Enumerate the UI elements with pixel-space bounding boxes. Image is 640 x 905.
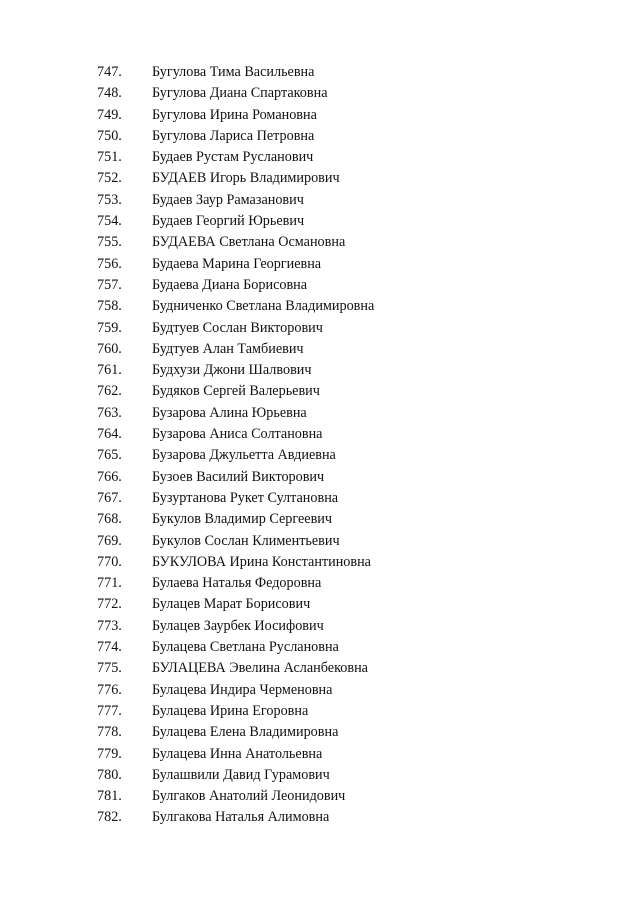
entry-number: 755. <box>97 234 122 251</box>
entry-number: 772. <box>97 596 122 613</box>
list-item <box>0 807 640 828</box>
list-item <box>0 488 640 509</box>
list-item <box>0 786 640 807</box>
list-item <box>0 126 640 147</box>
entry-name: Букулов Сослан Климентьевич <box>152 532 340 549</box>
entry-name: Бугулова Ирина Романовна <box>152 106 317 123</box>
entry-number: 768. <box>97 511 122 528</box>
entry-name: Бугулова Тима Васильевна <box>152 64 315 80</box>
list-item <box>0 403 640 424</box>
entry-number: 778. <box>97 724 122 741</box>
list-item <box>0 424 640 445</box>
entry-number: 780. <box>97 766 122 783</box>
entry-number: 760. <box>97 340 122 357</box>
list-item <box>0 744 640 765</box>
list-item <box>0 594 640 615</box>
entry-name: Бузарова Джульетта Авдиевна <box>152 447 336 464</box>
entry-number: 759. <box>97 319 122 336</box>
entry-number: 762. <box>97 383 122 400</box>
entry-number: 750. <box>97 127 122 144</box>
entry-number: 777. <box>97 702 122 719</box>
entry-number: 752. <box>97 170 122 187</box>
entry-number: 758. <box>97 298 122 315</box>
list-item <box>0 83 640 104</box>
list-item <box>0 701 640 722</box>
entry-name: Букулов Владимир Сергеевич <box>152 511 333 528</box>
list-item <box>0 254 640 275</box>
entry-name: Булгаков Анатолий Леонидович <box>152 788 346 805</box>
entry-name: Будаева Диана Борисовна <box>152 276 308 293</box>
list-item <box>0 211 640 232</box>
entry-number: 761. <box>97 362 122 379</box>
entry-number: 773. <box>97 617 122 634</box>
entry-name: Булацева Ирина Егоровна <box>152 702 309 719</box>
list-item <box>0 552 640 573</box>
entry-name: БУКУЛОВА Ирина Константиновна <box>152 553 371 570</box>
entry-number: 765. <box>97 447 122 464</box>
entry-name: Булацева Индира Черменовна <box>152 681 333 698</box>
entry-name: Будтуев Алан Тамбиевич <box>152 340 304 357</box>
entry-name: Будниченко Светлана Владимировна <box>152 298 375 315</box>
entry-number: 769. <box>97 532 122 549</box>
entry-name: Будяков Сергей Валерьевич <box>152 383 320 400</box>
entry-name: Булацев Заурбек Иосифович <box>152 617 324 634</box>
entry-name: Бузоев Василий Викторович <box>152 468 325 485</box>
entry-name: Бугулова Диана Спартаковна <box>152 85 328 102</box>
name-list <box>0 62 640 829</box>
entry-name: Бузарова Алина Юрьевна <box>152 404 307 421</box>
list-item <box>0 722 640 743</box>
entry-name: Бузарова Аниса Солтановна <box>152 426 323 443</box>
entry-number: 776. <box>97 681 122 698</box>
entry-number: 764. <box>97 426 122 443</box>
list-item <box>0 318 640 339</box>
entry-number: 771. <box>97 575 122 592</box>
entry-number: 767. <box>97 489 122 506</box>
entry-name: БУДАЕВА Светлана Османовна <box>152 234 346 251</box>
entry-name: Булашвили Давид Гурамович <box>152 766 330 783</box>
entry-number: 782. <box>97 809 122 826</box>
entry-name: Будаев Заур Рамазанович <box>152 191 304 208</box>
entry-name: Будтуев Сослан Викторович <box>152 319 323 336</box>
list-item <box>0 531 640 552</box>
list-item <box>0 232 640 253</box>
entry-name: БУЛАЦЕВА Эвелина Асланбековна <box>152 660 368 677</box>
entry-number: 779. <box>97 745 122 762</box>
list-item <box>0 616 640 637</box>
entry-name: Булацева Елена Владимировна <box>152 724 339 741</box>
list-item <box>0 190 640 211</box>
list-item <box>0 573 640 594</box>
entry-number: 774. <box>97 639 122 656</box>
entry-name: Будхузи Джони Шалвович <box>152 362 312 379</box>
list-item <box>0 360 640 381</box>
entry-number: 757. <box>97 276 122 293</box>
entry-number: 751. <box>97 149 122 166</box>
list-item <box>0 339 640 360</box>
entry-number: 763. <box>97 404 122 421</box>
list-item <box>0 62 640 83</box>
entry-number: 775. <box>97 660 122 677</box>
entry-name: Бузуртанова Рукет Султановна <box>152 489 339 506</box>
entry-number: 766. <box>97 468 122 485</box>
entry-number: 781. <box>97 788 122 805</box>
entry-name: Булгакова Наталья Алимовна <box>152 809 330 826</box>
list-item <box>0 105 640 126</box>
list-item <box>0 445 640 466</box>
entry-number: 753. <box>97 191 122 208</box>
entry-name: БУДАЕВ Игорь Владимирович <box>152 170 340 187</box>
entry-number: 748. <box>97 85 122 102</box>
list-item <box>0 658 640 679</box>
entry-name: Будаев Рустам Русланович <box>152 149 314 166</box>
entry-name: Будаева Марина Георгиевна <box>152 255 322 272</box>
entry-name: Булацев Марат Борисович <box>152 596 311 613</box>
entry-name: Булаева Наталья Федоровна <box>152 575 322 592</box>
list-item <box>0 680 640 701</box>
list-item <box>0 275 640 296</box>
list-item <box>0 168 640 189</box>
entry-number: 770. <box>97 553 122 570</box>
entry-name: Будаев Георгий Юрьевич <box>152 213 305 230</box>
list-item <box>0 467 640 488</box>
list-item <box>0 765 640 786</box>
list-item <box>0 381 640 402</box>
entry-name: Булацева Светлана Руслановна <box>152 639 339 656</box>
entry-number: 756. <box>97 255 122 272</box>
entry-name: Бугулова Лариса Петровна <box>152 127 315 144</box>
list-item <box>0 509 640 530</box>
entry-number: 747. <box>97 64 122 80</box>
list-item <box>0 147 640 168</box>
entry-number: 749. <box>97 106 122 123</box>
entry-name: Булацева Инна Анатольевна <box>152 745 323 762</box>
entry-number: 754. <box>97 213 122 230</box>
list-item <box>0 296 640 317</box>
list-item <box>0 637 640 658</box>
